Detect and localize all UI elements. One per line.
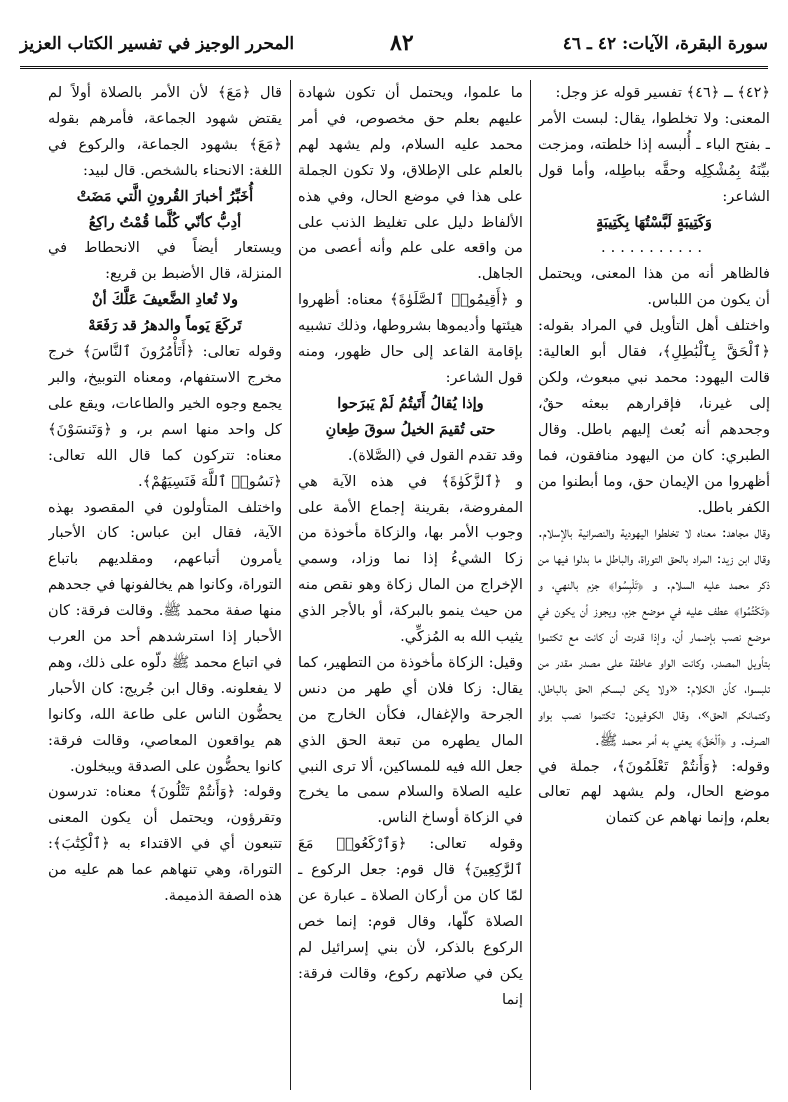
- section-heading: ﴿٤٢﴾ ـ ﴿٤٦﴾ تفسير قوله عز وجل:: [555, 84, 770, 101]
- header-rule: [20, 66, 768, 69]
- paragraph: ما علموا، ويحتمل أن تكون شهادة عليهم بعلم حق مخصوص، في أمر محمد عليه السلام، ولم يشهد لهم بالعلم على الإطلاق، ولا تكون الجملة على هذا في موضع الحال، وفي هذه الألفاظ دليل على تغليظ الذنب على من واقعه على علم وأنه أعصى من الجاهل.: [298, 84, 523, 283]
- text-column-right: [538, 80, 770, 1090]
- paragraph: وقال مجاهد: معناه لا تخلطوا اليهودية والنصرانية بالإسلام. وقال ابن زيد: المراد بالحق التوراة، والباطل ما بدلوا فيها من ذكر محمد عليه السلام. و ﴿تَلْبِسُوا﴾ جزم بالنهي، و ﴿تَكْتُمُوا﴾ عطف عليه في موضع جزم، ويجوز أن يكون في موضع نصب بإضمار أن، وإذا قدرت أن كانت مع تكتموا بتأويل المصدر، وكانت الواو عاطفة على مصدر مقدر من تلبسوا، كأن الكلام: «ولا يكن لبسكم الحق بالباطل، وكتمانكم الحق»، وقال الكوفيون: تكتموا نصب بواو الصرف. و ﴿ٱلْحَقَّ﴾ يعني به أمر محمد ﷺ.: [538, 524, 770, 749]
- poetry-line: أدِبُّ كأنّي كُلَّما قُمْتُ راكِعُ: [88, 213, 242, 231]
- paragraph: وقوله: ﴿وَأَنتُمْ تَعْلَمُونَ﴾، جملة في موضع الحال، ولم يشهد لهم تعالى بعلم، وإنما نهاهم عن كتمان: [538, 757, 770, 827]
- poetry-line: وإذا يُقالُ أَتَيتُمُ لَمْ يَبرَحوا: [337, 394, 484, 412]
- paragraph: وقد تقدم القول في (الصَّلاة).: [347, 446, 523, 464]
- paragraph: وقوله: ﴿وَأَنتُمْ تَتْلُونَ﴾ معناه: تدرسون وتقرؤون، ويحتمل أن يكون المعنى تتبعون أي في الاقتداء به ﴿ٱلْكِتَٰبَ﴾: التوراة، وهي تنهاهم عما هم عليه من هذه الصفة الذميمة.: [48, 783, 282, 905]
- paragraph: و ﴿أَقِيمُوا۟ ٱلصَّلَوٰةَ﴾ معناه: أظهروا هيئتها وأديموها بشروطها، وذلك تشبيه بإقامة القاعد إلى حال ظهور، ومنه قول الشاعر:: [298, 291, 523, 386]
- surah-label: سورة البقرة، الآيات: ٤٢ ـ ٤٦: [562, 34, 768, 54]
- paragraph: واختلف المتأولون في المقصود بهذه الآية، فقال ابن عباس: كان الأحبار يأمرون أتباعهم، ومقلديهم باتباع التوراة، وكانوا هم يخالفونها في جحدهم منها صفة محمد ﷺ. وقالت فرقة: كان الأحبار إذا استرشدهم أحد من العرب في اتباع محمد ﷺ دلّوه على ذلك، وهم لا يفعلونه. وقال ابن جُريج: كان الأحبار يحضُّون الناس على طاعة الله، وكانوا هم يواقعون المعاصي، وقالت فرقة: كانوا يحضُّون على الصدقة ويبخلون.: [48, 498, 282, 775]
- page-number: ٨٢: [390, 30, 414, 56]
- paragraph: وقيل: الزكاة مأخوذة من التطهير، كما يقال: زكا فلان أي طهر من دنس الجرحة والإغفال، فكأن الخارج من المال يطهره من تبعة الحق الذي جعل الله فيه للمساكين، ألا ترى النبي عليه الصلاة والسلام سمى ما يخرج في الزكاة أوساخ الناس.: [298, 653, 523, 827]
- paragraph: واختلف أهل التأويل في المراد بقوله: ﴿ٱلْحَقَّ بِٱلْبَٰطِلِ﴾، فقال أبو العالية: قالت اليهود: محمد نبي مبعوث، ولكن إلى غيرنا، فإقرارهم ببعثه حقٌ، وجحدهم أنه بُعث إليهم باطل. وقال الطبري: كان من اليهود منافقون، فما أظهروا من الإيمان حق، وما أبطنوا من الكفر باطل.: [538, 317, 770, 516]
- paragraph: قال ﴿مَعَ﴾ لأن الأمر بالصلاة أولاً لم يقتض شهود الجماعة، فأمرهم بقوله ﴿مَعَ﴾ بشهود الجماعة، والركوع في اللغة: الانحناء بالشخص. قال لبيد:: [48, 84, 282, 179]
- poetry-line: وَكَتِيبَةٍ لَبَّسْتُهَا بِكَتِيبَةٍ: [596, 213, 712, 231]
- paragraph: فالظاهر أنه من هذا المعنى، ويحتمل أن يكون من اللباس.: [538, 265, 770, 309]
- paragraph: ويستعار أيضاً في الانحطاط في المنزلة، قال الأضبط بن قريع:: [48, 239, 282, 283]
- page-header: [20, 30, 768, 64]
- ellipsis-line: ...........: [600, 239, 708, 257]
- paragraph: و ﴿ٱلزَّكَوٰةَ﴾ في هذه الآية هي المفروضة، بقرينة إجماع الأمة على وجوب الأمر بها، والزكاة مأخوذة من زكا الشيءُ إذا نما وزاد، وسمي الإخراج من المال زكاة وهو نقص منه من حيث ينمو بالبركة، أو بالأجر الذي يثيب الله به المُزكِّي.: [298, 472, 523, 646]
- paragraph: وقوله تعالى: ﴿وَٱرْكَعُوا۟ مَعَ ٱلرَّٰكِعِينَ﴾ قال قوم: جعل الركوع ـ لمّا كان من أركان الصلاة ـ عبارة عن الصلاة كلّها، وقال قوم: إنما خص الركوع بالذكر، لأن بني إسرائيل لم يكن في صلاتهم ركوع، وقالت فرقة: إنما: [298, 835, 523, 1008]
- poetry-line: أُخَبِّرُ أخبارَ القُرونِ الَّتي مَضَتْ: [76, 187, 254, 205]
- column-divider: [530, 80, 531, 1090]
- poetry-line: ولا تُعادِ الضَّعيفَ عَلَّكَ أنْ: [91, 291, 239, 309]
- paragraph: وقوله تعالى: ﴿أَتَأْمُرُونَ ٱلنَّاسَ﴾ خرج مخرج الاستفهام، ومعناه التوبيخ، والبر يجمع وجوه الخير والطاعات، ويقع على كل واحد منها اسم بر، و ﴿وَتَنسَوْنَ﴾ معناه: تتركون كما قال الله تعالى: ﴿نَسُوا۟ ٱللَّهَ فَنَسِيَهُمْ﴾.: [48, 343, 282, 490]
- column-divider: [290, 80, 291, 1090]
- poetry-line: تَركَعَ يَوماً والدهرُ قد رَفَعَهْ: [88, 317, 242, 335]
- text-column-left: [48, 80, 282, 1090]
- book-title: المحرر الوجيز في تفسير الكتاب العزيز: [20, 34, 295, 54]
- poetry-line: حتى تُقيمَ الخيلُ سوقَ طِعانِ: [325, 420, 496, 438]
- text-column-middle: [298, 80, 523, 1090]
- paragraph: المعنى: ولا تخلطوا، يقال: لبست الأمر ـ بفتح الباء ـ أُلبسه إذا خلطته، ومزجت بيِّنَهُ بِمُشْكِلِه وحقَّه بباطِله، وأما قول الشاعر:: [538, 109, 770, 205]
